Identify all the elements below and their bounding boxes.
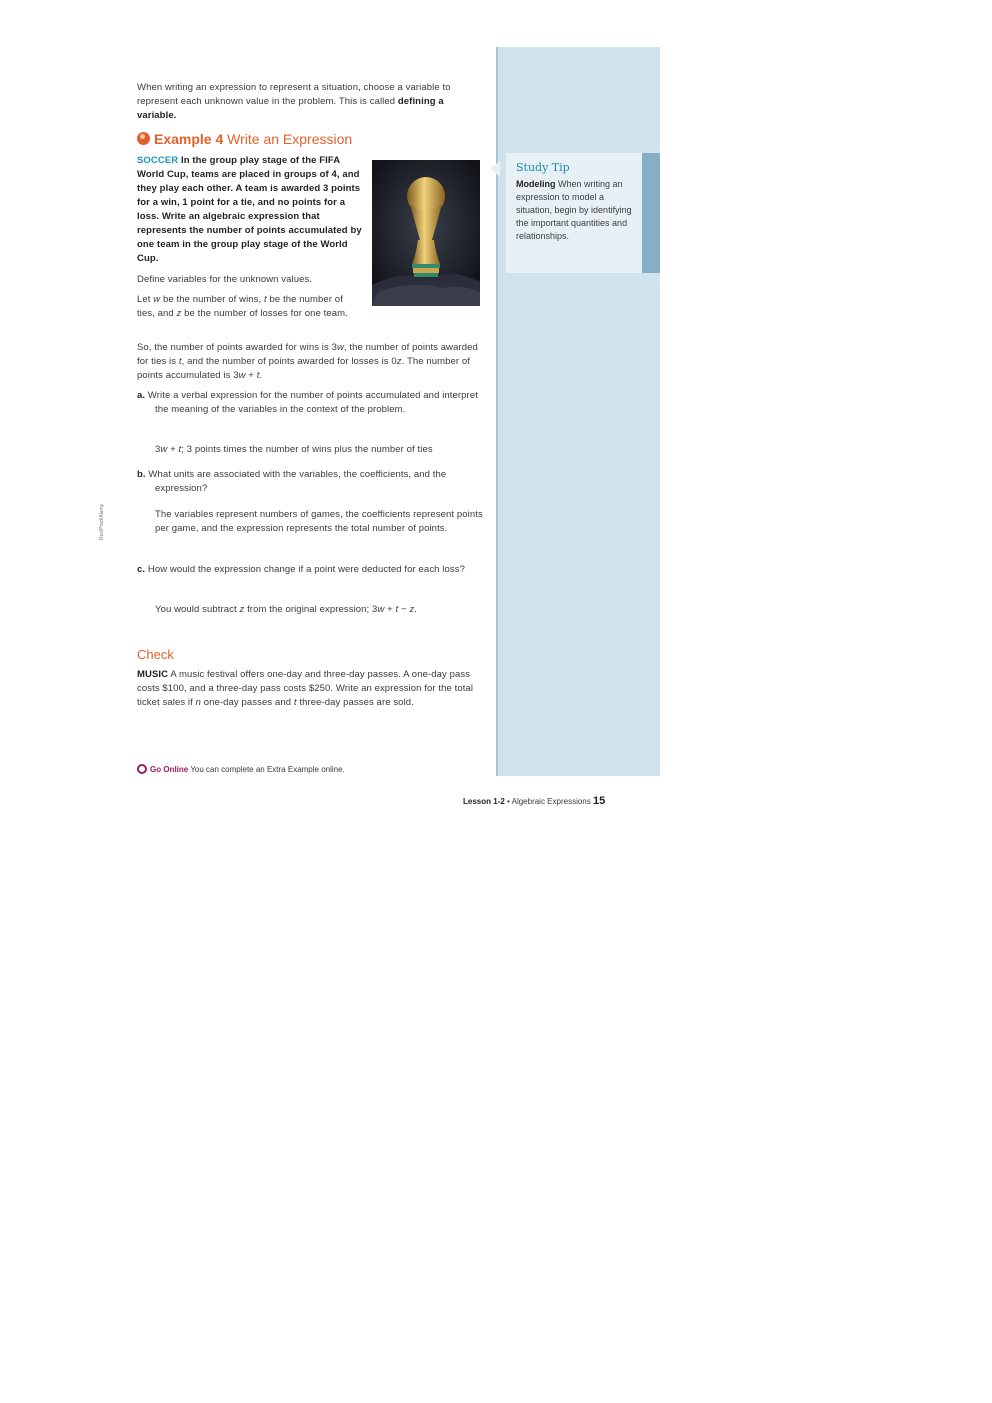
intro-paragraph [137,81,482,123]
trophy-image [372,160,480,306]
soccer-label: SOCCER [137,155,179,166]
footer-title: Algebraic Expressions [511,797,591,806]
example-heading [137,130,352,148]
example-number: Example 4 [154,131,224,147]
world-cup-trophy-photo [372,160,480,306]
answer-b: The variables represent numbers of games, the coefficients represent points per game, and the expression represents the total number of points. [155,509,483,534]
step-points-explanation: So, the number of points awarded for wins is 3w, the number of points awarded for ties is t, and the number of points awarded for losses is 0z. The number of points accumulated is 3w + t. [137,342,478,381]
intro-term: defining a variable. [137,96,444,121]
study-tip-term: Modeling [516,179,556,189]
sidebar-divider [496,47,498,776]
page-number: 15 [593,795,606,807]
go-online-link[interactable]: Go Online [150,765,189,774]
footer-lesson: Lesson 1-2 [463,797,505,806]
go-online-text: You can complete an Extra Example online. [188,765,345,774]
cursor-icon [137,764,147,774]
answer-c: You would subtract z from the original expression; 3w + t − z. [155,604,418,615]
question-c [137,563,475,577]
study-tip-body [516,178,634,243]
question-b-label: b. [137,469,146,480]
study-tip-pointer [490,161,500,177]
study-tip-title: Study Tip [516,161,570,174]
check-problem: MUSIC A music festival offers one-day and three-day passes. A one-day pass costs $100, and a three-day pass costs $250. Write an expression for the total ticket sales if n one-day passes and t three-day passes are sold. [137,669,474,708]
question-c-text: How would the expression change if a point were deducted for each loss? [147,564,465,575]
question-b-text: What units are associated with the variables, the coefficients, and the expression? [148,469,447,494]
question-b [137,468,485,496]
check-heading: Check [137,647,174,662]
example-problem [137,154,367,266]
question-a-label: a. [137,390,146,401]
globe-icon [137,132,150,145]
question-a [137,389,480,417]
music-label: MUSIC [137,669,169,680]
intro-text: When writing an expression to represent a situation, choose a variable to represent each unknown value in the problem. This is called [137,82,451,107]
step-define-variables: Define variables for the unknown values. [137,274,313,285]
question-c-label: c. [137,564,146,575]
page-footer [463,795,605,807]
question-a-text: Write a verbal expression for the number of points accumulated and interpret the meaning of the variables in the context of the problem. [147,390,478,415]
answer-a: 3w + t; 3 points times the number of wins plus the number of ties [155,444,433,455]
study-tip-stripe [642,153,660,273]
problem-text: In the group play stage of the FIFA World Cup, teams are placed in groups of 4, and they play each other. A team is awarded 3 points for a win, 1 point for a tie, and no points for a loss. Write an algebraic expression that represents the number of points accumulated by one team in the group play stage of the World Cup. [137,155,362,264]
go-online-note[interactable] [137,764,345,774]
example-title: Write an Expression [227,131,353,147]
study-tip-text: When writing an expression to model a situation, begin by identifying the important quantities and relationships. [516,179,632,241]
photo-credit: Rex/Prod/Alamy [99,503,105,540]
step-let-variables: Let w be the number of wins, t be the number of ties, and z be the number of losses for one team. [137,294,348,319]
footer-separator: • [504,797,512,806]
